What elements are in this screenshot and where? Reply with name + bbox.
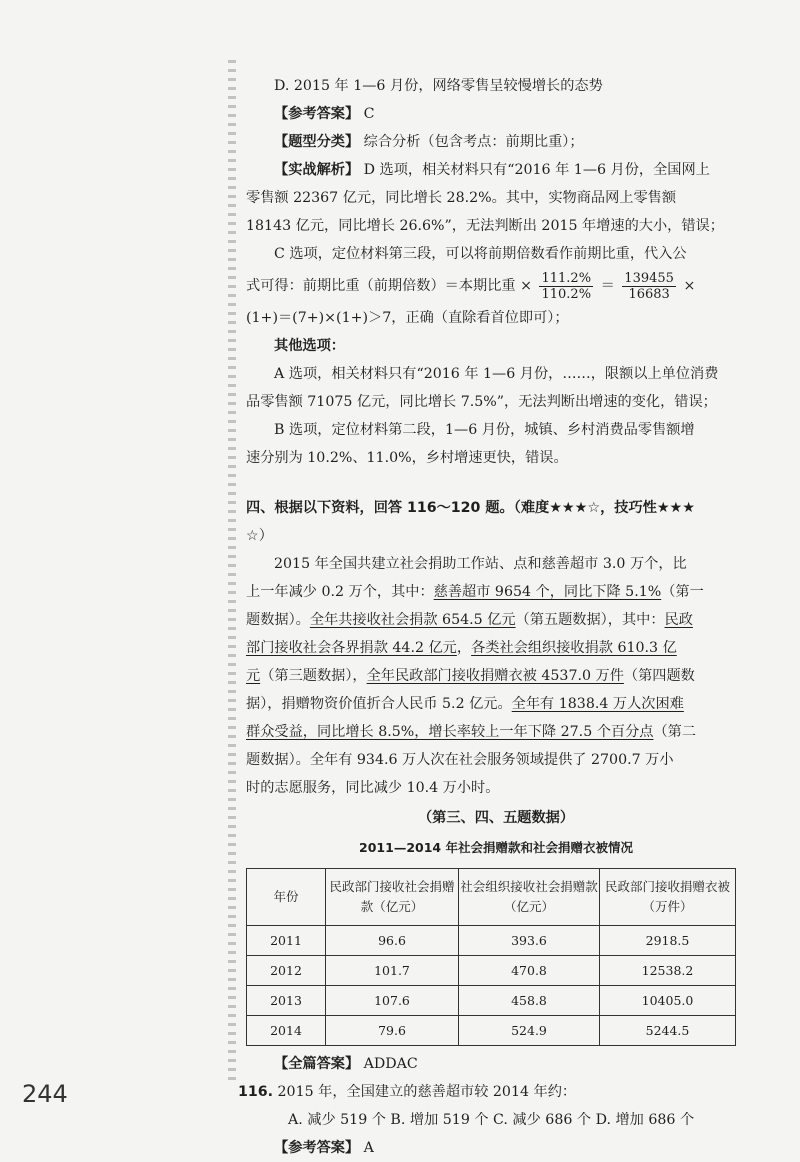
table-cell: 2918.5: [600, 926, 736, 956]
analysis-text-1: D 选项，相关材料只有“2016 年 1—6 月份，全国网上: [363, 162, 710, 178]
material-line-9: 时的志愿服务，同比减少 10.4 万小时。: [246, 780, 500, 796]
table-cell: 524.9: [459, 1016, 600, 1046]
material-line-8: 题数据）。全年有 934.6 万人次在社会服务领域提供了 2700.7 万小: [246, 752, 674, 768]
material-line-6: [246, 690, 746, 718]
table-cell: 393.6: [459, 926, 600, 956]
option-a-line-2: 品零售额 71075 亿元，同比增长 7.5%”，无法判断出增速的变化，错误；: [246, 394, 717, 410]
table-header-cell: 年份: [247, 869, 326, 926]
full-answer-value: ADDAC: [363, 1056, 418, 1072]
material-line-2: [246, 578, 746, 606]
full-answer-line: [246, 1050, 746, 1078]
underlined-text: 全年共接收社会捐款 654.5 亿元: [309, 612, 516, 628]
type-value: 综合分析（包含考点：前期比重）；: [363, 134, 584, 150]
material-text: 题数据）。: [246, 612, 310, 628]
reference-answer-label: 【参考答案】: [274, 1140, 360, 1156]
material-text: （第四题数: [623, 668, 695, 684]
table-cell: 470.8: [459, 956, 600, 986]
table-cell: 79.6: [326, 1016, 459, 1046]
option-b-line-2: 速分别为 10.2%、11.0%，乡村增速更快，错误。: [246, 450, 568, 466]
table-cell: 458.8: [459, 986, 600, 1016]
answer-line: [246, 100, 746, 128]
material-text: 据），捐赠物资价值折合人民币 5.2 亿元。: [246, 696, 512, 712]
formula-times: ×: [683, 278, 696, 294]
material-text: ，: [456, 640, 472, 656]
table-header-cell: 社会组织接收社会捐赠款（亿元）: [459, 869, 600, 926]
option-b-line-1: B 选项，定位材料第二段，1—6 月份，城镇、乡村消费品零售额增: [274, 422, 695, 438]
page-number: 244: [22, 1080, 68, 1108]
material-text: （第二: [653, 724, 697, 740]
underlined-text: 元: [246, 668, 261, 684]
fraction-1-denominator: 110.2%: [541, 286, 592, 302]
fraction-1-numerator: 111.2%: [541, 270, 592, 286]
formula-equals: ＝: [600, 278, 615, 294]
table-cell: 101.7: [326, 956, 459, 986]
option-c-line-1: C 选项，定位材料第三段，可以将前期倍数看作前期比重，代入公: [274, 246, 687, 262]
question-options: A. 减少 519 个 B. 增加 519 个 C. 减少 686 个 D. 增加 686 个: [288, 1112, 695, 1128]
material-line-5: [246, 662, 746, 690]
option-c-formula: [246, 268, 746, 304]
fraction-2-numerator: 139455: [624, 270, 674, 286]
fraction-2: [622, 271, 676, 302]
underlined-text: 部门接收社会各界捐款 44.2 亿元: [246, 640, 457, 656]
underlined-text: 群众受益，同比增长 8.5%，增长率较上一年下降 27.5 个百分点: [246, 724, 654, 740]
underlined-text: 民政: [664, 612, 693, 628]
fraction-1: [539, 271, 593, 302]
material-text: （第五题数据），其中：: [515, 612, 665, 628]
table-cell: 107.6: [326, 986, 459, 1016]
table-caption: 2011—2014 年社会捐赠款和社会捐赠衣被情况: [359, 840, 633, 855]
table-cell: 2013: [247, 986, 326, 1016]
page-content: [238, 72, 746, 1162]
underlined-text: 全年民政部门接收捐赠衣被 4537.0 万件: [366, 668, 624, 684]
material-line-3: [246, 606, 746, 634]
table-row: [247, 1016, 736, 1046]
table-cell: 2012: [247, 956, 326, 986]
material-text: （第三题数据），: [260, 668, 367, 684]
table-header-row: [247, 869, 736, 926]
material-line-1: 2015 年全国共建立社会捐助工作站、点和慈善超市 3.0 万个，比: [274, 556, 687, 572]
reference-answer-value: A: [363, 1140, 374, 1156]
question-116: [238, 1078, 746, 1106]
analysis-line-3: 18143 亿元，同比增长 26.6%”，无法判断出 2015 年增速的大小，错误；: [246, 218, 724, 234]
table-row: [247, 986, 736, 1016]
table-cell: 96.6: [326, 926, 459, 956]
fraction-2-denominator: 16683: [628, 286, 670, 302]
material-text: 上一年减少 0.2 万个，其中：: [246, 584, 434, 600]
underlined-text: 各类社会组织接收捐款 610.3 亿: [471, 640, 677, 656]
option-a-line-1: A 选项，相关材料只有“2016 年 1—6 月份，……，限额以上单位消费: [274, 366, 719, 382]
other-options-label: 其他选项：: [274, 338, 345, 354]
analysis-line-2: 零售额 22367 亿元，同比增长 28.2%。其中，实物商品网上零售额: [246, 190, 677, 206]
full-answer-label: 【全篇答案】: [274, 1056, 360, 1072]
analysis-label: 【实战解析】: [274, 162, 360, 178]
option-c-line-3: (1+)＝(7+)×(1+)＞7，正确（直除看首位即可）；: [246, 310, 569, 326]
section-heading: 四、根据以下资料，回答 116～120 题。（难度★★★☆，技巧性★★★: [246, 500, 695, 516]
material-text: （第一: [661, 584, 704, 600]
answer-label: 【参考答案】: [274, 106, 360, 122]
section-note: （第三、四、五题数据）: [417, 810, 575, 826]
type-label: 【题型分类】: [274, 134, 360, 150]
analysis-line-1: [246, 156, 746, 184]
question-number: 116.: [238, 1084, 274, 1100]
table-row: [247, 956, 736, 986]
table-cell: 2014: [247, 1016, 326, 1046]
option-d: D. 2015 年 1—6 月份，网络零售呈较慢增长的态势: [274, 78, 603, 94]
material-line-4: [246, 634, 746, 662]
material-line-7: [246, 718, 746, 746]
table-cell: 2011: [247, 926, 326, 956]
formula-prefix: 式可得：前期比重（前期倍数）＝本期比重 ×: [246, 278, 532, 294]
section-heading-cont: ☆）: [246, 528, 273, 544]
underlined-text: 慈善超市 9654 个，同比下降 5.1%: [433, 584, 662, 600]
donation-table: [246, 868, 736, 1046]
reference-answer-line: [246, 1134, 746, 1162]
table-cell: 10405.0: [600, 986, 736, 1016]
table-header-cell: 民政部门接收社会捐赠款（亿元）: [326, 869, 459, 926]
underlined-text: 全年有 1838.4 万人次困难: [511, 696, 684, 712]
table-cell: 5244.5: [600, 1016, 736, 1046]
type-line: [246, 128, 746, 156]
table-header-cell: 民政部门接收捐赠衣被（万件）: [600, 869, 736, 926]
answer-value: C: [363, 106, 375, 122]
table-row: [247, 926, 736, 956]
table-cell: 12538.2: [600, 956, 736, 986]
binding-edge: [228, 60, 236, 1080]
question-text: 2015 年，全国建立的慈善超市较 2014 年约：: [277, 1084, 577, 1100]
